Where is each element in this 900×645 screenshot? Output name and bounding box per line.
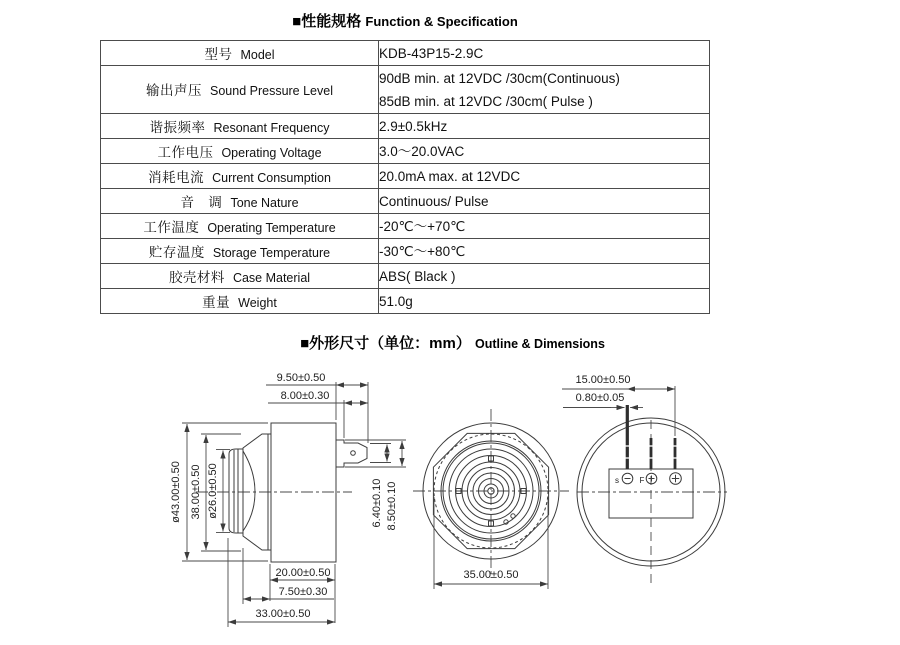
- dim-total-depth: 33.00±0.50: [255, 608, 311, 620]
- spec-table-body: [101, 41, 710, 314]
- dim-mid-diameter: 38.00±0.50: [190, 464, 202, 520]
- dim-tab-exposed: 8.00±0.30: [280, 390, 330, 402]
- spec-value: KDB-43P15-2.9C: [379, 41, 710, 66]
- table-row: [101, 41, 710, 66]
- dim-pin-span: 15.00±0.50: [575, 374, 631, 386]
- spec-label: 贮存温度 Storage Temperature: [101, 239, 379, 264]
- table-row: [101, 164, 710, 189]
- dim-pin-thickness: 0.80±0.05: [575, 392, 625, 404]
- dim-tab-base-width: 8.50±0.10: [386, 481, 398, 531]
- spec-label: 型号 Model: [101, 41, 379, 66]
- plus-terminal-icon: [670, 473, 682, 485]
- table-row: [101, 114, 710, 139]
- tab-hole: [351, 451, 356, 456]
- outline-dimensions-drawing: [140, 366, 850, 645]
- spec-value: 2.9±0.5kHz: [379, 114, 710, 139]
- spec-label: 音 调 Tone Nature: [101, 189, 379, 214]
- spec-label: 重量 Weight: [101, 289, 379, 314]
- spec-value: Continuous/ Pulse: [379, 189, 710, 214]
- pin-negative: [626, 405, 629, 469]
- spec-label: 胶壳材料 Case Material: [101, 264, 379, 289]
- spec-value: 20.0mA max. at 12VDC: [379, 164, 710, 189]
- table-row: [101, 289, 710, 314]
- spec-value: ABS( Black ): [379, 264, 710, 289]
- section2-title-cn: ■外形尺寸（单位：mm）: [300, 335, 471, 352]
- dim-outer-diameter: ø43.00±0.50: [170, 461, 182, 523]
- pin-positive: [674, 438, 677, 469]
- dim-inner-diameter: ø26.0±0.50: [207, 463, 219, 519]
- spec-table: [100, 40, 710, 314]
- spec-label: 工作电压 Operating Voltage: [101, 139, 379, 164]
- section-title-en: Function & Specification: [365, 14, 518, 29]
- dim-tab-width: 6.40±0.10: [371, 478, 383, 528]
- minus-terminal-icon: [622, 473, 633, 484]
- spec-value: -30℃～+80℃: [379, 239, 710, 264]
- spec-label: 输出声压 Sound Pressure Level: [101, 66, 379, 114]
- spec-label: 消耗电流 Current Consumption: [101, 164, 379, 189]
- dim-body-depth: 20.00±0.50: [275, 567, 331, 579]
- pin-label-f: F: [639, 476, 645, 485]
- spec-label: 谐振频率 Resonant Frequency: [101, 114, 379, 139]
- table-row: [101, 239, 710, 264]
- spec-label: 工作温度 Operating Temperature: [101, 214, 379, 239]
- table-row: [101, 214, 710, 239]
- table-row: [101, 189, 710, 214]
- side-view-dimensions: [170, 372, 406, 627]
- section-title-specification: [100, 10, 710, 31]
- dim-flange-depth: 7.50±0.30: [278, 586, 328, 598]
- spec-value: 51.0g: [379, 289, 710, 314]
- section-title-cn: ■性能规格: [292, 13, 362, 30]
- section-title-dimensions: [100, 332, 805, 353]
- spec-value: 3.0～20.0VAC: [379, 139, 710, 164]
- pin-feedback: [650, 438, 653, 469]
- front-view: [413, 409, 569, 589]
- table-row: [101, 139, 710, 164]
- table-row: [101, 66, 710, 114]
- pin-label-s: s: [615, 476, 619, 485]
- section2-title-en: Outline & Dimensions: [475, 337, 605, 351]
- spec-value: -20℃～+70℃: [379, 214, 710, 239]
- feedback-terminal-icon: [646, 473, 657, 484]
- side-view: [196, 423, 367, 562]
- dim-front-width: 35.00±0.50: [463, 569, 519, 581]
- spec-value: 90dB min. at 12VDC /30cm(Continuous) 85dB min. at 12VDC /30cm( Pulse ): [379, 66, 710, 114]
- back-view: [562, 374, 727, 584]
- dim-tab-length: 9.50±0.50: [276, 372, 326, 384]
- table-row: [101, 264, 710, 289]
